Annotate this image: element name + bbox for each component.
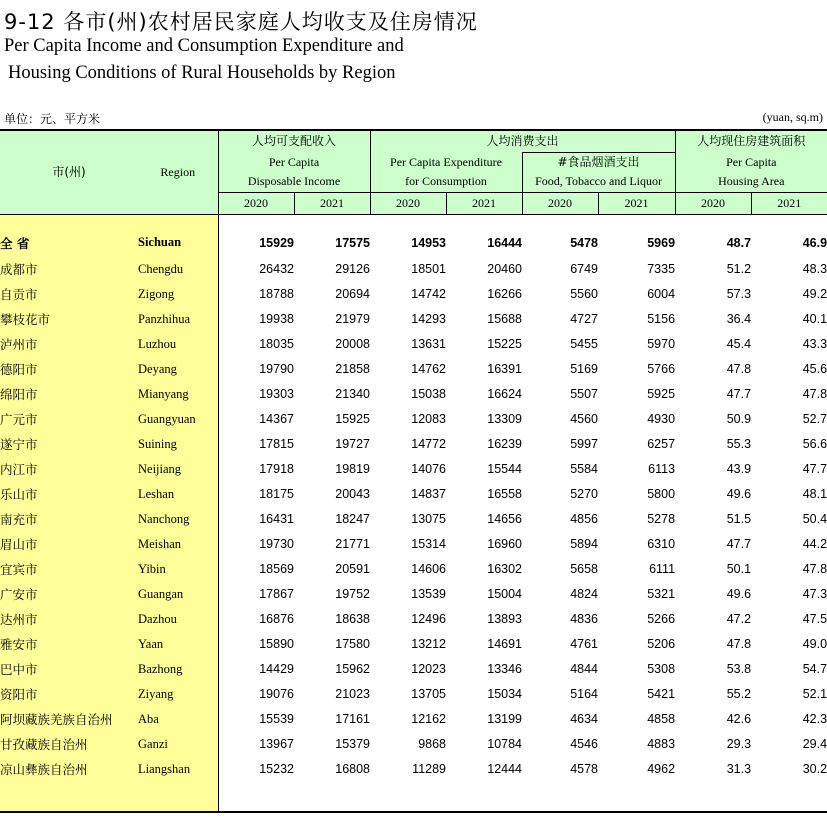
value-cell: 6749 (570, 262, 599, 276)
table-row (0, 432, 827, 457)
value-cell: 53.8 (726, 662, 752, 676)
table-row (0, 657, 827, 682)
region-name-cn: 巴中市 (0, 657, 138, 682)
header-year: 2021 (598, 192, 675, 214)
value-cell: 19790 (259, 362, 294, 376)
value-cell: 6004 (647, 287, 676, 301)
region-name-cn: 资阳市 (0, 682, 138, 707)
table-row (0, 257, 827, 282)
table-row (0, 757, 827, 782)
region-name-cn: 成都市 (0, 257, 138, 282)
value-cell: 5507 (570, 387, 599, 401)
value-cell: 49.0 (802, 637, 827, 651)
unit-label-en: (yuan, sq.m) (762, 110, 823, 124)
table-row (0, 382, 827, 407)
value-cell: 31.3 (726, 762, 752, 776)
value-cell: 5560 (570, 287, 599, 301)
header-income-cn: 人均可支配收入 (218, 130, 370, 152)
value-cell: 15232 (259, 762, 294, 776)
value-cell: 21979 (335, 312, 371, 326)
region-name-en: Aba (138, 707, 218, 732)
value-cell: 13309 (487, 412, 523, 426)
table-title-cn: 9-12 各市(州)农村居民家庭人均收支及住房情况 (4, 10, 478, 34)
table-title-en-line1: Per Capita Income and Consumption Expenditure and (4, 36, 404, 56)
value-cell: 5800 (647, 487, 676, 501)
value-cell: 46.9 (802, 235, 827, 250)
value-cell: 16391 (487, 362, 523, 376)
value-cell: 36.4 (726, 312, 752, 326)
value-cell: 43.3 (802, 337, 827, 351)
value-cell: 14691 (487, 637, 523, 651)
value-cell: 9868 (418, 737, 447, 751)
value-cell: 5169 (570, 362, 599, 376)
value-cell: 4824 (570, 587, 599, 601)
value-cell: 12023 (411, 662, 447, 676)
table-row (0, 357, 827, 382)
value-cell: 5970 (647, 337, 676, 351)
value-cell: 6111 (649, 562, 676, 576)
region-name-en: Guangyuan (138, 407, 218, 432)
value-cell: 57.3 (726, 287, 752, 301)
region-name-cn: 眉山市 (0, 532, 138, 557)
table-row (0, 482, 827, 507)
value-cell: 5156 (647, 312, 676, 326)
value-cell: 18638 (335, 612, 371, 626)
value-cell: 4560 (570, 412, 599, 426)
value-cell: 45.6 (802, 362, 827, 376)
value-cell: 15539 (259, 712, 294, 726)
value-cell: 55.3 (726, 437, 752, 451)
value-cell: 5164 (570, 687, 599, 701)
region-name-cn: 宜宾市 (0, 557, 138, 582)
header-region: Region (138, 130, 218, 214)
value-cell: 14606 (411, 562, 447, 576)
value-cell: 51.5 (726, 512, 752, 526)
value-cell: 5478 (570, 235, 599, 250)
value-cell: 45.4 (726, 337, 752, 351)
value-cell: 4856 (570, 512, 599, 526)
region-name-cn: 德阳市 (0, 357, 138, 382)
value-cell: 4578 (570, 762, 599, 776)
value-cell: 47.7 (726, 537, 752, 551)
value-cell: 49.6 (726, 587, 752, 601)
value-cell: 47.3 (802, 587, 827, 601)
region-name-en: Guangan (138, 582, 218, 607)
region-name-cn: 甘孜藏族自治州 (0, 732, 138, 757)
value-cell: 6113 (648, 462, 676, 476)
region-name-cn: 凉山彝族自治州 (0, 757, 138, 782)
region-name-en: Yibin (138, 557, 218, 582)
value-cell: 17815 (259, 437, 294, 451)
value-cell: 5270 (570, 487, 599, 501)
value-cell: 52.7 (802, 412, 827, 426)
value-cell: 14762 (411, 362, 447, 376)
value-cell: 47.8 (802, 562, 827, 576)
value-cell: 20591 (335, 562, 371, 576)
table-row (0, 707, 827, 732)
table-row (0, 682, 827, 707)
header-housing-cn: 人均现住房建筑面积 (675, 130, 827, 152)
value-cell: 4727 (570, 312, 599, 326)
header-year: 2020 (675, 192, 751, 214)
value-cell: 10784 (487, 737, 523, 751)
value-cell: 13967 (259, 737, 294, 751)
value-cell: 30.2 (802, 762, 827, 776)
region-name-en: Deyang (138, 357, 218, 382)
value-cell: 43.9 (726, 462, 752, 476)
value-cell: 29126 (335, 262, 371, 276)
header-income-en: Per Capita Disposable Income (218, 152, 370, 192)
value-cell: 15038 (411, 387, 447, 401)
table-row (0, 332, 827, 357)
value-cell: 14076 (411, 462, 447, 476)
value-cell: 4836 (570, 612, 599, 626)
header-year: 2020 (522, 192, 598, 214)
value-cell: 5584 (570, 462, 599, 476)
value-cell: 16266 (487, 287, 523, 301)
value-cell: 19730 (259, 537, 294, 551)
value-cell: 26432 (259, 262, 294, 276)
value-cell: 15379 (335, 737, 371, 751)
value-cell: 40.1 (802, 312, 827, 326)
region-name-cn: 攀枝花市 (0, 307, 138, 332)
value-cell: 20008 (335, 337, 371, 351)
value-cell: 14656 (487, 512, 523, 526)
region-name-en: Ziyang (138, 682, 218, 707)
region-name-cn: 全 省 (0, 229, 138, 257)
value-cell: 48.7 (726, 235, 752, 250)
region-name-en: Dazhou (138, 607, 218, 632)
region-name-cn: 达州市 (0, 607, 138, 632)
value-cell: 5894 (570, 537, 599, 551)
value-cell: 50.1 (726, 562, 752, 576)
table-row (0, 282, 827, 307)
value-cell: 54.7 (802, 662, 827, 676)
value-cell: 21858 (335, 362, 371, 376)
value-cell: 48.1 (802, 487, 827, 501)
region-name-en: Sichuan (138, 229, 218, 257)
value-cell: 4962 (647, 762, 676, 776)
value-cell: 56.6 (802, 437, 827, 451)
value-cell: 15004 (487, 587, 523, 601)
value-cell: 19752 (335, 587, 371, 601)
value-cell: 5766 (647, 362, 676, 376)
region-name-cn: 内江市 (0, 457, 138, 482)
value-cell: 15225 (487, 337, 523, 351)
header-year: 2021 (294, 192, 370, 214)
value-cell: 47.8 (802, 387, 827, 401)
value-cell: 5421 (647, 687, 676, 701)
table-row (0, 532, 827, 557)
region-name-cn: 乐山市 (0, 482, 138, 507)
value-cell: 51.2 (726, 262, 752, 276)
table-row (0, 307, 827, 332)
value-cell: 11289 (412, 762, 447, 776)
unit-label-cn: 单位：元、平方米 (4, 112, 101, 126)
value-cell: 5455 (570, 337, 599, 351)
value-cell: 5925 (647, 387, 676, 401)
value-cell: 52.1 (802, 687, 827, 701)
region-name-en: Nanchong (138, 507, 218, 532)
region-name-en: Meishan (138, 532, 218, 557)
value-cell: 21023 (335, 687, 371, 701)
region-name-en: Panzhihua (138, 307, 218, 332)
region-name-cn: 广安市 (0, 582, 138, 607)
value-cell: 21340 (335, 387, 371, 401)
value-cell: 42.3 (802, 712, 827, 726)
value-cell: 18247 (335, 512, 371, 526)
value-cell: 14429 (259, 662, 294, 676)
region-name-cn: 雅安市 (0, 632, 138, 657)
table-row (0, 582, 827, 607)
value-cell: 15925 (335, 412, 371, 426)
value-cell: 5308 (647, 662, 676, 676)
header-year: 2020 (370, 192, 446, 214)
value-cell: 17918 (259, 462, 294, 476)
value-cell: 5997 (570, 437, 599, 451)
table-row (0, 457, 827, 482)
value-cell: 20694 (335, 287, 371, 301)
value-cell: 5206 (647, 637, 676, 651)
value-cell: 50.4 (802, 512, 827, 526)
value-cell: 12496 (411, 612, 447, 626)
value-cell: 16876 (259, 612, 294, 626)
value-cell: 55.2 (726, 687, 752, 701)
region-name-en: Zigong (138, 282, 218, 307)
value-cell: 19819 (335, 462, 371, 476)
value-cell: 15929 (259, 235, 294, 250)
value-cell: 16624 (487, 387, 523, 401)
value-cell: 5278 (647, 512, 676, 526)
value-cell: 4844 (570, 662, 599, 676)
value-cell: 19727 (335, 437, 371, 451)
value-cell: 16444 (487, 235, 523, 250)
value-cell: 49.6 (726, 487, 752, 501)
value-cell: 5658 (570, 562, 599, 576)
value-cell: 13212 (411, 637, 447, 651)
value-cell: 7335 (647, 262, 676, 276)
header-food-tobacco-liquor: #食品烟酒支出 Food, Tobacco and Liquor (522, 152, 675, 192)
value-cell: 4858 (647, 712, 676, 726)
region-name-cn: 绵阳市 (0, 382, 138, 407)
table-row (0, 407, 827, 432)
region-name-en: Neijiang (138, 457, 218, 482)
region-name-en: Liangshan (138, 757, 218, 782)
region-name-cn: 广元市 (0, 407, 138, 432)
value-cell: 18035 (259, 337, 294, 351)
header-city-cn: 市(州) (0, 130, 138, 214)
value-cell: 15314 (411, 537, 447, 551)
value-cell: 18175 (259, 487, 294, 501)
value-cell: 4634 (570, 712, 599, 726)
table-row (0, 607, 827, 632)
value-cell: 13199 (487, 712, 523, 726)
value-cell: 16302 (487, 562, 523, 576)
value-cell: 14953 (411, 235, 447, 250)
value-cell: 5321 (647, 587, 676, 601)
table-row (0, 632, 827, 657)
value-cell: 19938 (259, 312, 294, 326)
value-cell: 19076 (259, 687, 294, 701)
value-cell: 20043 (335, 487, 371, 501)
value-cell: 16558 (487, 487, 523, 501)
value-cell: 50.9 (726, 412, 752, 426)
value-cell: 6310 (647, 537, 676, 551)
value-cell: 18788 (259, 287, 294, 301)
value-cell: 12444 (487, 762, 523, 776)
region-name-cn: 阿坝藏族羌族自治州 (0, 707, 138, 732)
value-cell: 47.7 (726, 387, 752, 401)
value-cell: 48.3 (802, 262, 827, 276)
header-consumption-en: Per Capita Expenditure for Consumption (370, 152, 522, 192)
value-cell: 47.7 (802, 462, 827, 476)
data-table (0, 129, 827, 813)
region-name-cn: 自贡市 (0, 282, 138, 307)
value-cell: 19303 (259, 387, 294, 401)
value-cell: 17575 (335, 235, 371, 250)
value-cell: 29.3 (726, 737, 752, 751)
region-name-en: Yaan (138, 632, 218, 657)
table-body (0, 214, 827, 812)
value-cell: 47.2 (726, 612, 752, 626)
region-name-en: Leshan (138, 482, 218, 507)
value-cell: 15688 (487, 312, 523, 326)
value-cell: 47.8 (726, 637, 752, 651)
value-cell: 21771 (335, 537, 371, 551)
region-name-en: Chengdu (138, 257, 218, 282)
value-cell: 14367 (259, 412, 294, 426)
region-name-cn: 南充市 (0, 507, 138, 532)
header-consumption-cn: 人均消费支出 (370, 130, 675, 152)
value-cell: 14742 (411, 287, 447, 301)
value-cell: 5266 (647, 612, 676, 626)
table-title-en-line2: Housing Conditions of Rural Households by Region (8, 63, 396, 83)
value-cell: 16960 (487, 537, 523, 551)
value-cell: 18501 (411, 262, 447, 276)
region-name-en: Ganzi (138, 732, 218, 757)
value-cell: 4930 (647, 412, 676, 426)
value-cell: 14293 (411, 312, 447, 326)
value-cell: 14772 (411, 437, 447, 451)
header-housing-en: Per Capita Housing Area (675, 152, 827, 192)
value-cell: 18569 (259, 562, 294, 576)
value-cell: 13631 (411, 337, 447, 351)
value-cell: 12083 (411, 412, 447, 426)
region-name-cn: 遂宁市 (0, 432, 138, 457)
value-cell: 13075 (411, 512, 447, 526)
table-row (0, 557, 827, 582)
value-cell: 47.8 (726, 362, 752, 376)
table-row (0, 732, 827, 757)
value-cell: 12162 (411, 712, 447, 726)
value-cell: 16239 (487, 437, 523, 451)
value-cell: 4883 (647, 737, 676, 751)
value-cell: 20460 (487, 262, 523, 276)
value-cell: 17867 (259, 587, 294, 601)
value-cell: 16808 (335, 762, 371, 776)
header-year: 2020 (218, 192, 294, 214)
value-cell: 44.2 (802, 537, 827, 551)
value-cell: 42.6 (726, 712, 752, 726)
value-cell: 14837 (411, 487, 447, 501)
value-cell: 4546 (570, 737, 599, 751)
value-cell: 13705 (411, 687, 447, 701)
region-name-en: Suining (138, 432, 218, 457)
value-cell: 13539 (411, 587, 447, 601)
value-cell: 6257 (647, 437, 676, 451)
header-year: 2021 (446, 192, 522, 214)
region-name-cn: 泸州市 (0, 332, 138, 357)
value-cell: 13346 (487, 662, 523, 676)
value-cell: 15890 (259, 637, 294, 651)
value-cell: 47.5 (802, 612, 827, 626)
value-cell: 29.4 (802, 737, 827, 751)
value-cell: 13893 (487, 612, 523, 626)
table-row (0, 507, 827, 532)
header-year: 2021 (751, 192, 827, 214)
region-name-en: Bazhong (138, 657, 218, 682)
value-cell: 5969 (647, 235, 676, 250)
value-cell: 17161 (335, 712, 371, 726)
region-name-en: Luzhou (138, 332, 218, 357)
value-cell: 16431 (259, 512, 294, 526)
value-cell: 49.2 (802, 287, 827, 301)
value-cell: 15034 (487, 687, 523, 701)
value-cell: 15544 (487, 462, 523, 476)
value-cell: 15962 (335, 662, 371, 676)
region-name-en: Mianyang (138, 382, 218, 407)
table-row (0, 229, 827, 257)
value-cell: 17580 (335, 637, 371, 651)
value-cell: 4761 (570, 637, 599, 651)
